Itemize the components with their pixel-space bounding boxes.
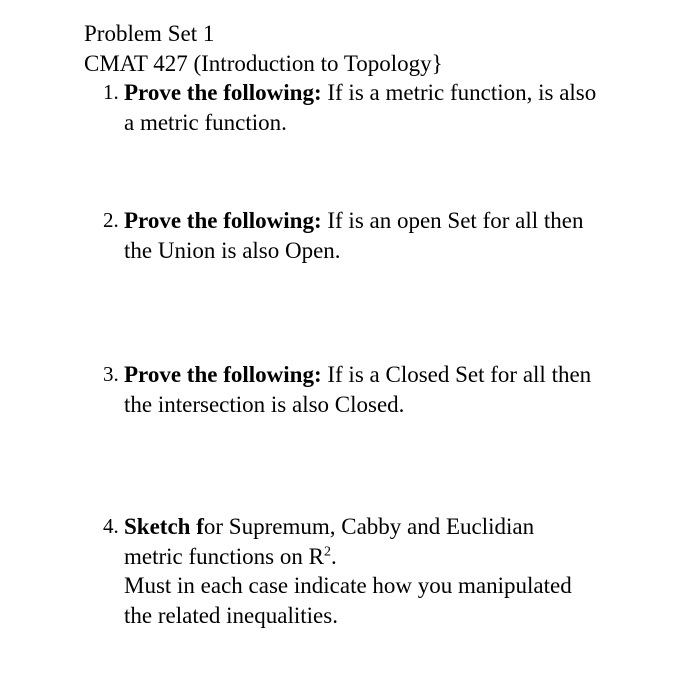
superscript-exponent: 2 [323,543,331,559]
problem-lead-bold: Prove the following: [124,80,322,105]
problem-item-4 [103,512,663,630]
problem-lead-bold: Prove the following: [124,362,322,387]
problem-line-text: the Union is also Open. [124,237,341,263]
problem-lead-bold: Prove the following: [124,208,322,233]
problem-text [124,512,663,630]
problem-text [124,206,663,265]
problem-line-text: a metric function. [124,109,287,135]
problem-line-text: metric functions on R [124,543,324,569]
problem-lead-bold: Sketch f [124,514,204,539]
problem-number: 3. [103,362,119,386]
problem-number: 4. [103,514,119,538]
problem-line-text: or Supremum, Cabby and Euclidian [203,514,535,539]
problem-line-text: . [330,543,337,569]
problem-number: 1. [103,80,119,104]
problem-line-text: If is an open Set for all then [321,208,584,233]
problem-line-text: Must in each case indicate how you manipulated [124,573,572,598]
problem-text [124,78,663,137]
problem-item-1 [103,78,663,137]
problem-line-text: the intersection is also Closed. [124,391,405,417]
course-title: CMAT 427 (Introduction to Topology} [84,51,443,76]
problem-line-text: If is a Closed Set for all then [321,362,592,387]
problem-line-text: the related inequalities. [124,602,338,628]
problem-text [124,360,663,419]
problem-item-3 [103,360,663,419]
problem-item-2 [103,206,663,265]
problem-set-title: Problem Set 1 [84,21,215,46]
problem-line-text: If is a metric function, is also [321,80,597,105]
problem-number: 2. [103,208,119,232]
